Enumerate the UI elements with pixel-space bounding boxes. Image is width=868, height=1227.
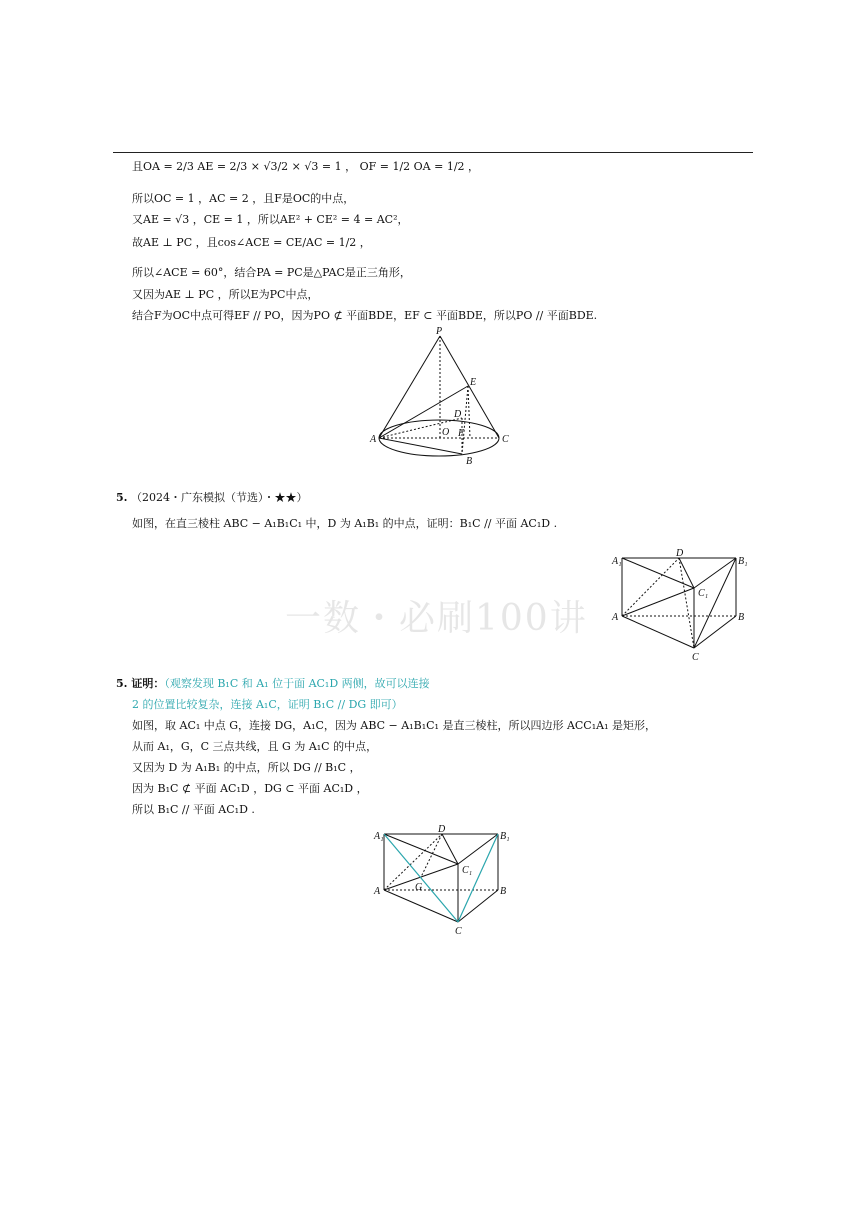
label-o: O [442, 427, 450, 438]
label-b: B [738, 612, 745, 623]
label-b: B [500, 886, 507, 897]
segment-dc [679, 558, 694, 648]
proof-line-2: 从而 A₁，G，C 三点共线，且 G 为 A₁C 的中点， [132, 740, 378, 753]
prism-figure [610, 546, 755, 664]
solution-line-5: 所以∠ACE = 60°，结合PA = PC是△PAC是正三角形， [132, 266, 411, 279]
solution-line-1: 且OA = 2/3 AE = 2/3 × √3/2 × √3 = 1 ， OF = 1/2 OA = 1/2 ， [132, 160, 480, 173]
segment-ac1 [622, 588, 694, 616]
segment-ad [622, 558, 679, 616]
question-header [116, 491, 307, 505]
question-text: 如图，在直三棱柱 ABC − A₁B₁C₁ 中，D 为 A₁B₁ 的中点，证明：B₁C // 平面 AC₁D . [132, 517, 558, 530]
segment-a1c-teal [384, 834, 458, 922]
segment-dc1 [442, 834, 458, 864]
edge-cb [458, 890, 498, 922]
label-d: D [438, 824, 446, 835]
edge-ac [622, 616, 694, 648]
label-c: C [692, 652, 699, 663]
proof-header [116, 677, 430, 691]
solution-line-4: 故AE ⊥ PC ，且cos∠ACE = CE/AC = 1/2 ， [132, 236, 371, 249]
proof-line-1: 如图，取 AC₁ 中点 G，连接 DG，A₁C，因为 ABC − A₁B₁C₁ 是直三棱柱，所以四边形 ACC₁A₁ 是矩形， [132, 719, 656, 732]
cone-figure [370, 328, 510, 468]
label-a1: A₁ [612, 556, 622, 567]
solution-line-6: 又因为AE ⊥ PC ，所以E为PC中点， [132, 288, 319, 301]
label-b1: B₁ [500, 831, 510, 842]
label-a1: A₁ [374, 831, 384, 842]
label-b: B [466, 456, 473, 467]
edge-c1b1 [458, 834, 498, 864]
segment-ad [384, 834, 442, 890]
solution-line-2: 所以OC = 1 ，AC = 2 ，且F是OC的中点， [132, 192, 355, 205]
label-a: A [612, 612, 619, 623]
label-c1: C₁ [462, 865, 473, 876]
segment-ef [468, 386, 470, 438]
label-f: F [458, 428, 465, 439]
segment-ab [379, 438, 462, 454]
proof-line-4: 因为 B₁C ⊄ 平面 AC₁D ，DG ⊂ 平面 AC₁D ， [132, 782, 368, 795]
segment-b1c [694, 558, 736, 648]
label-p: P [436, 326, 443, 337]
label-c: C [502, 434, 509, 445]
watermark: 一数・必刷100讲 [285, 598, 588, 639]
label-c: C [455, 926, 462, 937]
segment-eb [462, 386, 468, 454]
solution-line-7: 结合F为OC中点可得EF // PO，因为PO ⊄ 平面BDE，EF ⊂ 平面BDE，所以PO // 平面BDE. [132, 309, 598, 322]
edge-ac [384, 890, 458, 922]
label-c1: C₁ [698, 588, 709, 599]
label-a: A [370, 434, 377, 445]
solution-line-3: 又AE = √3 ，CE = 1 ，所以AE² + CE² = 4 = AC²， [132, 213, 409, 226]
label-d: D [676, 548, 684, 559]
label-g: G [415, 882, 423, 893]
proof-prism-figure [372, 824, 522, 936]
segment-dc1 [679, 558, 694, 588]
proof-hint-line-2: 2 的位置比较复杂，连接 A₁C，证明 B₁C // DG 即可） [132, 698, 403, 711]
proof-label: 5. 证明： [116, 677, 165, 690]
question-source: （2024・广东模拟（节选）・★★） [130, 491, 308, 504]
label-a: A [374, 886, 381, 897]
proof-hint-line-1: （观察发现 B₁C 和 A₁ 位于面 AC₁D 两侧，故可以连接 [164, 677, 430, 690]
question-number: 5. [116, 491, 128, 504]
segment-b1c-teal [458, 834, 498, 922]
label-e: E [470, 377, 477, 388]
edge-a1c1 [384, 834, 458, 864]
label-d: D [454, 409, 462, 420]
header-rule [113, 152, 753, 153]
edge-cb [694, 616, 736, 648]
proof-line-5: 所以 B₁C // 平面 AC₁D . [132, 803, 255, 816]
proof-line-3: 又因为 D 为 A₁B₁ 的中点，所以 DG // B₁C ， [132, 761, 361, 774]
label-b1: B₁ [738, 556, 748, 567]
edge-c1b1 [694, 558, 736, 588]
